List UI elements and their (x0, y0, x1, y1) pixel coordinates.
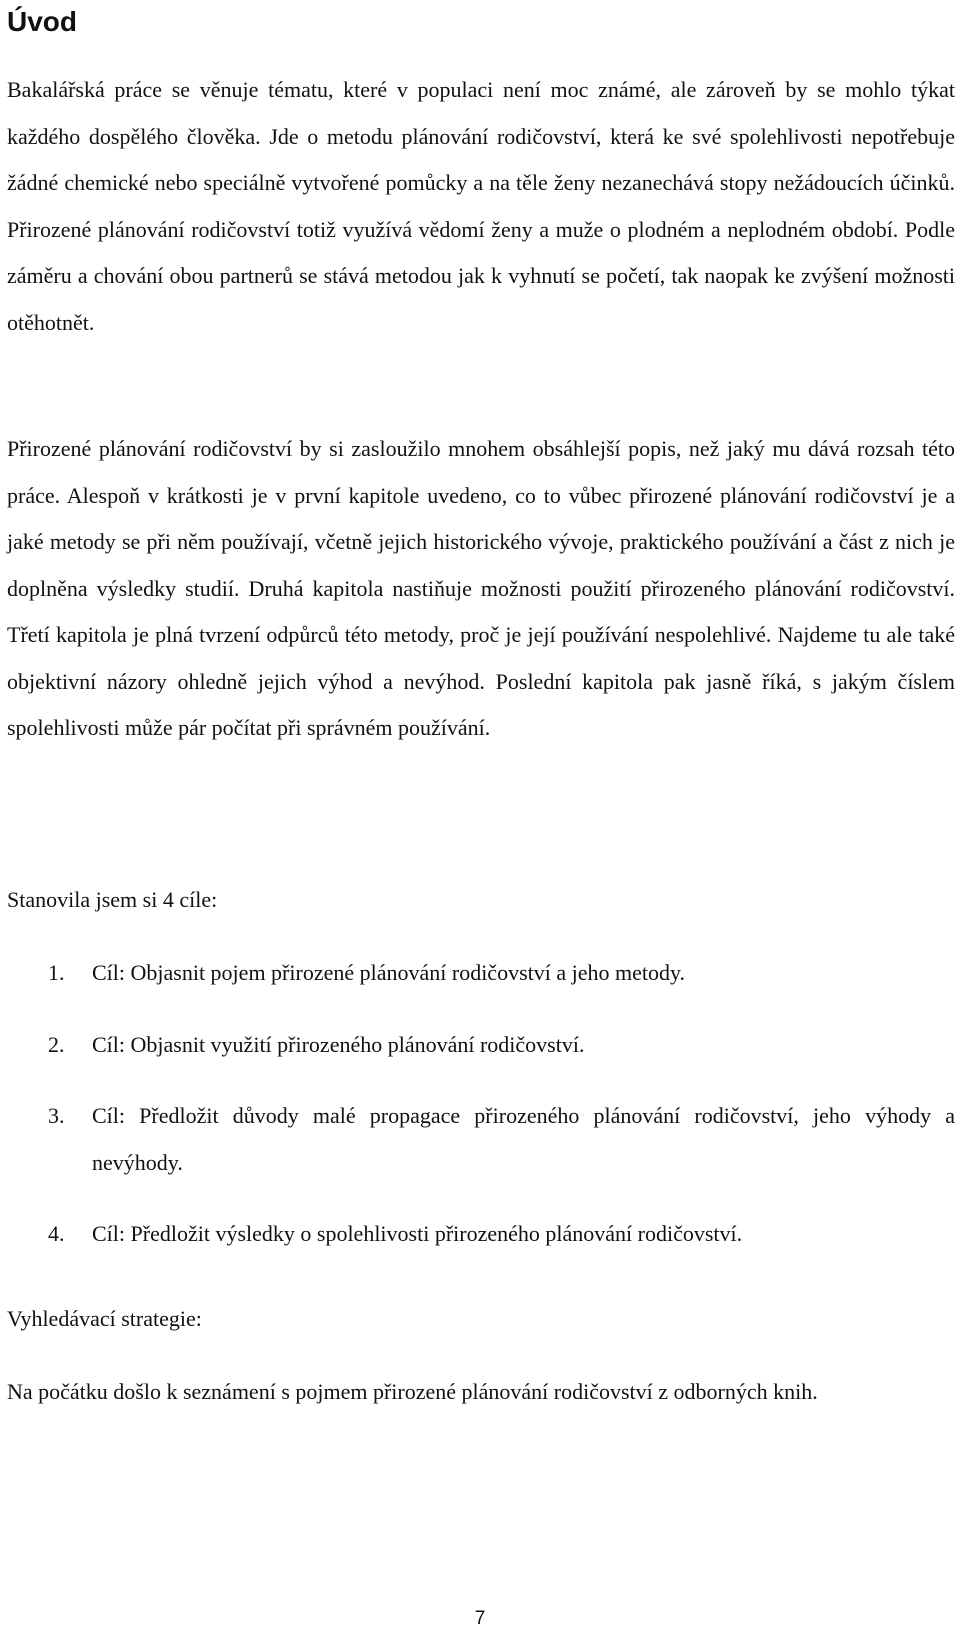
list-item (7, 950, 955, 997)
list-item-number: 1. (48, 960, 65, 985)
goals-list (7, 950, 955, 1283)
list-item-text: Cíl: Objasnit využití přirozeného plánování rodičovství. (92, 1031, 585, 1057)
list-item-text: Cíl: Předložit důvody malé propagace přirozeného plánování rodičovství, jeho výhody a nevýhody. (92, 1103, 955, 1175)
goals-intro: Stanovila jsem si 4 cíle: (7, 887, 218, 912)
list-item (7, 1093, 955, 1186)
list-item-number: 3. (48, 1103, 65, 1128)
list-item (7, 1022, 955, 1069)
list-item-text: Cíl: Předložit výsledky o spolehlivosti přirozeného plánování rodičovství. (92, 1221, 743, 1246)
list-item (7, 1211, 955, 1258)
strategy-paragraph: Na počátku došlo k seznámení s pojmem přirozené plánování rodičovství z odborných knih. (7, 1379, 818, 1404)
list-item-number: 4. (48, 1221, 65, 1246)
section-heading: Úvod (7, 6, 77, 37)
intro-paragraph-1: Bakalářská práce se věnuje tématu, které v populaci není moc známé, ale zároveň by se mohlo týkat každého dospělého člověka. Jde o metodu plánování rodičovství, která ke své spolehlivosti nepotřebuje žádné chemické nebo speciálně vytvořené pomůcky a na těle ženy nezanechává stopy nežádoucích účinků. Přirozené plánování rodičovství totiž využívá vědomí ženy a muže o plodném a neplodném období. Podle záměru a chování obou partnerů se stává metodou jak k vyhnutí se početí, tak naopak ke zvýšení možnosti otěhotnět. (7, 77, 955, 335)
strategy-label: Vyhledávací strategie: (7, 1306, 202, 1331)
page-number: 7 (474, 1608, 486, 1629)
intro-paragraph-2: Přirozené plánování rodičovství by si zasloužilo mnohem obsáhlejší popis, než jaký mu dává rozsah této práce. Alespoň v krátkosti je v první kapitole uvedeno, co to vůbec přirozené plánování rodičovství je a jaké metody se při něm používají, včetně jejich historického vývoje, praktického používání a část z nich je doplněna výsledky studií. Druhá kapitola nastiňuje možnosti použití přirozeného plánování rodičovství. Třetí kapitola je plná tvrzení odpůrců této metody, proč je její používání nespolehlivé. Najdeme tu ale také objektivní názory ohledně jejich výhod a nevýhod. Poslední kapitola pak jasně říká, s jakým číslem spolehlivosti může pár počítat při správném používání. (7, 436, 955, 740)
list-item-number: 2. (48, 1031, 65, 1057)
list-item-text: Cíl: Objasnit pojem přirozené plánování rodičovství a jeho metody. (92, 960, 686, 985)
